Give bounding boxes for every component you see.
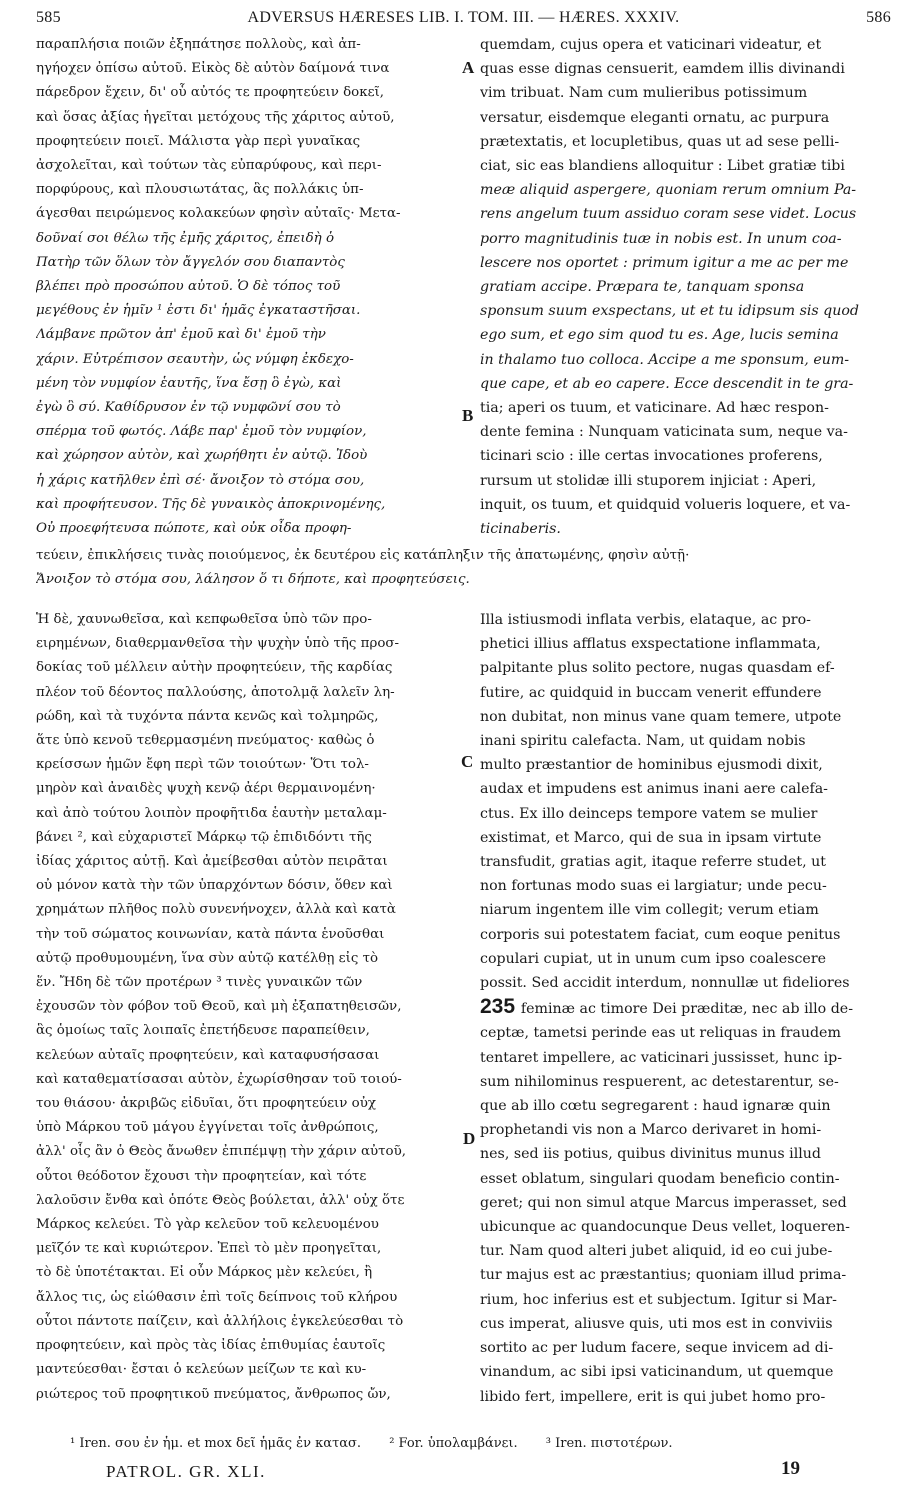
latin-text-line [480, 1142, 892, 1166]
greek-text-line [36, 1237, 466, 1261]
greek-text-line-text: ἃς ὁμοίως ταῖς λοιπαῖς ἐπετήδευσε παραπείθειν, [36, 1023, 370, 1039]
latin-text-line-text: palpitante plus solito pectore, nugas quasdam ef- [480, 660, 835, 677]
greek-text-line-text: ἐγὼ ὃ σύ. Καθίδρυσον ἐν τῷ νυμφῶνί σου τὸ [36, 400, 341, 416]
latin-text-line-text: ticinaberis. [480, 521, 561, 538]
greek-text-line-text: τὸ δὲ ὑποτέτακται. Εἰ οὖν Μάρκος μὲν κελεύει, ἢ [36, 1265, 373, 1281]
greek-text-line-text: ηγήοχεν ὀπίσω αὐτοῦ. Εἰκὸς δὲ αὐτὸν δαίμονά τινα [36, 61, 390, 77]
greek-text-line-text: αὐτῷ προθυμουμένη, ἵνα σὺν αὐτῷ κατέλθῃ εἰς τὸ [36, 950, 379, 966]
greek-text-line [36, 923, 466, 947]
greek-text-line [36, 130, 466, 154]
greek-text-line [36, 777, 466, 801]
greek-text-line-text: άγεσθαι πειρώμενος κολακεύων φησὶν αὐταῖς· Μετα- [36, 206, 401, 222]
latin-text-line-text: rursum ut stolidæ illi stuporem injiciat : Aperi, [480, 472, 817, 489]
latin-text-line [480, 705, 892, 729]
latin-text-line-text: audax et impudens est animus inani aere calefa- [480, 781, 828, 798]
greek-text-line-text: ειρημένων, διαθερμανθεῖσα τὴν ψυχὴν ὑπὸ τῆς προσ- [36, 636, 400, 652]
greek-text-line-text: ἀλλ' οἷς ἂν ὁ Θεὸς ἄνωθεν ἐπιπέμψῃ τὴν χάριν αὐτοῦ, [36, 1144, 407, 1160]
latin-text-line-text: ceptæ, tametsi perinde eas ut reliquas in fraudem [480, 1025, 841, 1042]
greek-text-line [36, 1116, 466, 1140]
latin-text-line-text: meæ aliquid aspergere, quoniam rerum omnium Pa- [480, 182, 857, 199]
greek-text-line-text: οὐ μόνον κατὰ τὴν τῶν ὑπαρχόντων δόσιν, ὅθεν καὶ [36, 878, 393, 894]
greek-text-line [36, 396, 466, 420]
latin-text-line [480, 1094, 892, 1118]
greek-text-line [36, 1286, 466, 1310]
latin-text-line [480, 372, 892, 396]
latin-text-line [480, 729, 892, 753]
greek-text-line-text: οὗτοι πάντοτε παίζειν, καὶ ἀλλήλοις ἐγκελεύεσθαι τὸ [36, 1313, 404, 1329]
latin-text-line [480, 227, 892, 251]
greek-text-line-text: μένη τὸν νυμφίον ἑαυτῆς, ἵνα ἔσῃ ὃ ἐγὼ, καὶ [36, 375, 342, 391]
latin-text-line-text: transfudit, gratias agit, itaque referre studet, ut [480, 854, 826, 871]
greek-text-line [36, 154, 466, 178]
greek-text-line-text: χρημάτων πλῆθος πολὺ συνενήνοχεν, ἀλλὰ καὶ κατὰ [36, 902, 396, 918]
greek-text-line-text: πάρεδρον ἔχειν, δι' οὗ αὐτός τε προφητεύειν δοκεῖ, [36, 85, 385, 101]
greek-text-line [36, 1334, 466, 1358]
latin-text-line [480, 57, 892, 81]
latin-text-line-text: rens angelum tuum assiduo coram sese videt. Locus [480, 206, 857, 223]
latin-text-line [480, 1167, 892, 1191]
latin-text-line-text: ciat, sic eas blandiens alloquitur : Libet gratiæ tibi [480, 158, 845, 175]
latin-text-line [480, 251, 892, 275]
latin-text-line-text: libido fert, impellere, erit is qui jubet homo pro- [480, 1388, 826, 1405]
greek-text-line [36, 826, 466, 850]
latin-text-line [480, 681, 892, 705]
greek-text-line [36, 469, 466, 493]
latin-text-line [480, 1288, 892, 1312]
latin-text-line-text: sum nihilominus respuerent, ac detestarentur, se- [480, 1073, 839, 1090]
latin-text-line [480, 1263, 892, 1287]
latin-text-line [480, 995, 892, 1021]
greek-text-line [36, 227, 466, 251]
greek-text-line-text: παραπλήσια ποιῶν ἐξηπάτησε πολλοὺς, καὶ ἀπ- [36, 37, 361, 52]
latin-text-line [480, 656, 892, 680]
latin-text-line-text: cus imperat, aliusve quis, uti mos est in conviviis [480, 1315, 833, 1332]
greek-text-line [36, 632, 466, 656]
greek-text-line [36, 656, 466, 680]
greek-text-line-text: ἄλλος τις, ὡς εἰώθασιν ἐπὶ τοῖς δείπνοις τοῦ κλήρου [36, 1289, 398, 1305]
latin-text-line [480, 923, 892, 947]
greek-text-line [36, 517, 466, 541]
latin-text-line [480, 1191, 892, 1215]
latin-text-line-text: ctus. Ex illo deinceps tempore vatem se mulier [480, 805, 818, 822]
greek-text-line-text: καὶ καταθεματίσασαι αὐτὸν, ἐχωρίσθησαν τοῦ τοιού- [36, 1071, 402, 1087]
latin-text-line-text: tia; aperi os tuum, et vaticinare. Ad hæc respon- [480, 400, 829, 417]
latin-text-line-text: possit. Sed accidit interdum, nonnullæ ut fideliores [480, 975, 850, 992]
greek-text-line-text: καὶ χώρησον αὐτὸν, καὶ χωρήθητι ἐν αὐτῷ. Ἰδοὺ [36, 448, 368, 464]
latin-text-line [480, 1070, 892, 1094]
latin-text-line [480, 1239, 892, 1263]
signature-mark: PATROL. GR. XLI. [106, 1462, 266, 1481]
latin-text-line [480, 874, 892, 898]
latin-text-line [480, 444, 892, 468]
latin-text-line [480, 275, 892, 299]
latin-text-line [480, 608, 892, 632]
latin-text-line-text: ego sum, et ego sim quod tu es. Age, lucis semina [480, 327, 839, 344]
latin-text-line [480, 1336, 892, 1360]
greek-text-line-text: καὶ προφήτευσον. Τῆς δὲ γυναικὸς ἀποκρινομένης, [36, 496, 386, 512]
greek-text-line-text: Ἡ δὲ, χαυνωθεῖσα, καὶ κεπφωθεῖσα ὑπὸ τῶν προ- [36, 612, 372, 627]
greek-text-line [36, 802, 466, 826]
latin-text-line-text: geret; qui non simul atque Marcus imperasset, sed [480, 1194, 847, 1211]
latin-text-line-text: sortito ac per ludum facere, seque invicem ad di- [480, 1340, 834, 1357]
greek-text-line [36, 681, 466, 705]
running-title: ADVERSUS HÆRESES LIB. I. TOM. III. — HÆRES. XXXIV. [247, 9, 680, 26]
latin-text-line [480, 1312, 892, 1336]
greek-text-line-text: ἐχουσῶν τὸν φόβον τοῦ Θεοῦ, καὶ μὴ ἐξαπατηθεισῶν, [36, 999, 402, 1015]
latin-text-line-text: esset oblatum, singulari quodam beneficio contin- [480, 1170, 840, 1187]
latin-text-line-text: lescere nos oportet : primum igitur a me ac per me [480, 254, 849, 271]
latin-text-line-text: ticinari scio : ille certas invocationes proferens, [480, 448, 823, 465]
greek-text-line [36, 874, 466, 898]
greek-text-line-text: κελεύων αὐταῖς προφητεύειν, καὶ καταφυσήσασαι [36, 1047, 380, 1063]
greek-text-line-text: δοῦναί σοι θέλω τῆς ἐμῆς χάριτος, ἐπειδὴ ὁ [36, 230, 335, 246]
greek-text-line [36, 729, 466, 753]
greek-text-line-text: του θιάσου· ἀκριβῶς εἰδυῖαι, ὅτι προφητεύειν οὐχ [36, 1096, 376, 1112]
greek-text-line-text: λαλοῦσιν ἔνθα καὶ ὁπότε Θεὸς βούλεται, ἀλλ' οὐχ ὅτε [36, 1192, 405, 1208]
greek-text-line-text: βλέπει πρὸ προσώπου αὐτοῦ. Ὁ δὲ τόπος τοῦ [36, 279, 341, 295]
greek-text-line [36, 106, 466, 130]
latin-text-line [480, 396, 892, 420]
latin-text-line [480, 154, 892, 178]
latin-text-line-text: quemdam, cujus opera et vaticinari videatur, et [480, 37, 822, 53]
latin-text-line [480, 106, 892, 130]
greek-column-lower [36, 608, 466, 1407]
greek-text-line [36, 372, 466, 396]
latin-text-line-text: porro magnitudinis tuæ in nobis est. In unum coa- [480, 230, 842, 247]
greek-text-line-text: καὶ ἀπὸ τούτου λοιπὸν προφῆτιδα ἑαυτὴν μεταλαμ- [36, 805, 387, 821]
greek-text-line [36, 1019, 466, 1043]
greek-text-line-text: μεγέθους ἐν ἡμῖν ¹ ἐστι δι' ἡμᾶς ἐγκαταστῆσαι. [36, 303, 361, 319]
latin-text-line [480, 420, 892, 444]
greek-text-line [36, 947, 466, 971]
latin-text-line-text: inani spiritu calefacta. Nam, ut quidam nobis [480, 733, 806, 750]
footnote-1: ¹ Iren. σου ἐν ἡμ. et mox δεῖ ἡμᾶς ἐν κατασ. [70, 1436, 362, 1451]
greek-text-line-text: ἰδίας χάριτος αὐτῇ. Καὶ ἀμείβεσθαι αὐτὸν πειρᾶται [36, 854, 388, 870]
latin-text-line [480, 33, 892, 57]
latin-text-line [480, 348, 892, 372]
margin-marker-d: D [463, 1129, 476, 1148]
latin-text-line-text: dente femina : Nunquam vaticinata sum, neque va- [480, 424, 848, 441]
greek-text-line-text: Μάρκος κελεύει. Τὸ γὰρ κελεῦον τοῦ κελευομένου [36, 1217, 379, 1233]
greek-text-line-text: τὴν τοῦ σώματος κοινωνίαν, κατὰ πάντα ἑνοῦσθαι [36, 926, 385, 942]
greek-text-line-text: ὑπὸ Μάρκου τοῦ μάγου ἐγγίνεται τοῖς ἀνθρώποις, [36, 1120, 379, 1136]
greek-text-line [36, 33, 466, 57]
greek-text-line-text: πλέον τοῦ δέοντος παλλούσης, ἀποτολμᾷ λαλεῖν λη- [36, 684, 395, 700]
greek-text-line-text: ἕν. Ἤδη δὲ τῶν προτέρων ³ τινὲς γυναικῶν τῶν [36, 975, 363, 991]
greek-text-line-text: πορφύρους, καὶ πλουσιωτάτας, ἃς πολλάκις ὑπ- [36, 182, 364, 198]
greek-text-line [36, 202, 466, 226]
greek-text-line [36, 1165, 466, 1189]
greek-text-line [36, 299, 466, 323]
greek-text-line [36, 420, 466, 444]
greek-text-line [36, 850, 466, 874]
latin-text-line-text: quas esse dignas censuerit, eamdem illis divinandi [480, 61, 845, 78]
latin-text-line [480, 1021, 892, 1045]
margin-marker-c: C [461, 752, 474, 771]
footnotes [70, 1436, 890, 1451]
greek-text-line-text: καὶ ὅσας ἀξίας ἡγεῖται μετόχους τῆς χάριτος αὐτοῦ, [36, 109, 395, 125]
latin-text-line-text: ubicunque ac quandocunque Deus vellet, loqueren- [480, 1219, 850, 1236]
greek-text-line-text: δοκίας τοῦ μέλλειν αὐτὴν προφητεύειν, τῆς καρδίας [36, 660, 393, 676]
greek-text-line [36, 753, 466, 777]
latin-text-line [480, 753, 892, 777]
greek-text-line-text: κρείσσων ἡμῶν ἔφη περὶ τῶν τοιούτων· Ὅτι τολ- [36, 757, 369, 773]
greek-text-line-text: σπέρμα τοῦ φωτός. Λάβε παρ' ἐμοῦ τὸν νυμφίον, [36, 424, 367, 440]
margin-marker-b: B [462, 406, 474, 425]
greek-text-line [36, 1383, 466, 1407]
greek-text-line [36, 81, 466, 105]
greek-text-line [36, 1189, 466, 1213]
greek-text-line-text: βάνει ², καὶ εὐχαριστεῖ Μάρκῳ τῷ ἐπιδιδόντι τῆς [36, 829, 372, 845]
greek-text-line [36, 995, 466, 1019]
latin-text-line [480, 777, 892, 801]
greek-text-line [36, 323, 466, 347]
latin-text-line [480, 1118, 892, 1142]
latin-text-line-text: vinandum, ac sibi ipsi vaticinandum, ut quemque [480, 1364, 834, 1381]
latin-text-line-text: Illa istiusmodi inflata verbis, elataque, ac pro- [480, 612, 811, 628]
latin-text-line-text: tentaret impellere, ac vaticinari jussisset, hunc ip- [480, 1049, 843, 1066]
latin-text-line-text: tur majus est ac præstantius; quoniam illud prima- [480, 1267, 847, 1284]
latin-text-line-text: sponsum suum exspectans, ut et tu idipsum sis quod [480, 303, 860, 320]
greek-text-line [36, 1358, 466, 1382]
greek-text-line-text: Οὐ προεφήτευσα πώποτε, καὶ οὐκ οἶδα προφη- [36, 521, 352, 537]
greek-text-line [36, 705, 466, 729]
greek-text-line-text: Πατὴρ τῶν ὅλων τὸν ἄγγελόν σου διαπαντὸς [36, 254, 345, 270]
latin-column-upper [480, 33, 892, 541]
latin-text-line [480, 81, 892, 105]
latin-text-line-text: multo præstantior de hominibus ejusmodi dixit, [480, 757, 823, 774]
margin-marker-a: A [462, 58, 475, 77]
greek-text-line [36, 1213, 466, 1237]
latin-text-line-text: corporis sui potestatem faciat, cum eoque penitus [480, 926, 841, 943]
latin-text-line [480, 178, 892, 202]
greek-text-line [36, 493, 466, 517]
greek-text-line [36, 898, 466, 922]
greek-text-line [36, 608, 466, 632]
latin-text-line [480, 947, 892, 971]
footnote-3: ³ Iren. πιστοτέρων. [545, 1436, 673, 1451]
greek-text-line-text: Λάμβανε πρῶτον ἀπ' ἐμοῦ καὶ δι' ἐμοῦ τὴν [36, 327, 326, 343]
greek-text-line-text: ἅτε ὑπὸ κενοῦ τεθερμασμένη πνεύματος· καθὼς ὁ [36, 733, 375, 749]
greek-text-line-text: οὗτοι θεόδοτον ἔχουσι τὴν προφητείαν, καὶ τότε [36, 1168, 367, 1184]
latin-text-line [480, 1360, 892, 1384]
latin-text-line [480, 802, 892, 826]
spanning-line-2: Ἄνοιξον τὸ στόμα σου, λάλησον ὅ τι δήποτε, καὶ προφητεύσεις. [36, 572, 470, 587]
latin-text-line [480, 517, 892, 541]
greek-text-line [36, 1261, 466, 1285]
greek-text-line [36, 1092, 466, 1116]
latin-text-line [480, 493, 892, 517]
latin-text-line [480, 130, 892, 154]
latin-text-line-text: feminæ ac timore Dei præditæ, nec ab illo de- [520, 1001, 853, 1018]
latin-text-line [480, 202, 892, 226]
greek-text-line-text: ἡ χάρις κατῆλθεν ἐπὶ σέ· ἄνοιξον τὸ στόμα σου, [36, 472, 365, 488]
latin-text-line-text: rium, hoc inferius est et subjectum. Igitur si Mar- [480, 1291, 837, 1308]
latin-text-line-text: vim tribuat. Nam cum mulieribus potissimum [480, 85, 808, 102]
greek-text-line [36, 178, 466, 202]
greek-text-line-text: προφητεύειν ποιεῖ. Μάλιστα γὰρ περὶ γυναῖκας [36, 133, 361, 149]
greek-text-line-text: χάριν. Εὐτρέπισον σεαυτὴν, ὡς νύμφη ἐκδεχο- [36, 351, 354, 367]
latin-text-line [480, 469, 892, 493]
greek-text-line-text: ριώτερος τοῦ προφητικοῦ πνεύματος, ἄνθρωπος ὤν, [36, 1386, 391, 1402]
greek-text-line [36, 57, 466, 81]
latin-text-line [480, 1046, 892, 1070]
greek-column-upper [36, 33, 466, 541]
latin-text-line-text: que cape, et ab eo capere. Ecce descendit in te gra- [480, 375, 854, 392]
latin-text-line-text: in thalamo tuo colloca. Accipe a me sponsum, eum- [480, 351, 850, 368]
latin-text-line-text: tur. Nam quod alteri jubet aliquid, id eo cui jube- [480, 1243, 833, 1260]
greek-text-line-text: μεῖζόν τε καὶ κυριώτερον. Ἐπεὶ τὸ μὲν προηγεῖται, [36, 1241, 382, 1257]
greek-text-line [36, 275, 466, 299]
greek-text-line [36, 1140, 466, 1164]
greek-text-line-text: μαντεύεσθαι· ἔσται ὁ κελεύων μείζων τε καὶ κυ- [36, 1362, 367, 1378]
latin-text-line-text: nes, sed iis potius, quibus divinitus munus illud [480, 1146, 821, 1163]
latin-text-line-text: prophetandi vis non a Marco derivaret in homi- [480, 1122, 822, 1139]
latin-text-line [480, 1215, 892, 1239]
latin-text-line [480, 898, 892, 922]
latin-text-line [480, 323, 892, 347]
greek-text-line [36, 1068, 466, 1092]
greek-text-line [36, 251, 466, 275]
latin-text-line-text: futire, ac quidquid in buccam venerit effundere [480, 684, 822, 701]
latin-text-line-text: gratiam accipe. Præpara te, tanquam sponsa [480, 279, 805, 296]
latin-text-line [480, 850, 892, 874]
greek-text-line-text: μηρὸν καὶ ἀναιδὲς ψυχὴ κενῷ ἀέρι θερμαινομένη· [36, 781, 376, 797]
greek-text-line [36, 444, 466, 468]
greek-text-line [36, 971, 466, 995]
greek-text-line [36, 348, 466, 372]
greek-text-line [36, 1044, 466, 1068]
page-number-left: 585 [36, 9, 61, 26]
latin-text-line-text: versatur, eisdemque eleganti ornatu, ac purpura [480, 109, 830, 126]
latin-column-lower [480, 608, 892, 1409]
greek-text-line [36, 1310, 466, 1334]
page-number-right: 586 [866, 9, 891, 26]
footnote-2: ² For. ὑπολαμβάνει. [389, 1436, 518, 1451]
latin-text-line [480, 632, 892, 656]
latin-text-line-text: inquit, os tuum, et quidquid volueris loquere, et va- [480, 496, 851, 513]
gathering-number: 19 [781, 1458, 800, 1479]
column-number: 235 [480, 995, 521, 1019]
spanning-line-1: τεύειν, ἐπικλήσεις τινὰς ποιούμενος, ἐκ δευτέρου εἰς κατάπληξιν τῆς ἀπατωμένης, φησὶν αὐτῇ· [36, 548, 690, 563]
latin-text-line-text: prætextatis, et locupletibus, quas ut ad sese pelli- [480, 133, 840, 150]
latin-text-line-text: existimat, et Marco, qui de sua in ipsam virtute [480, 829, 822, 846]
latin-text-line-text: copulari cupiat, ut in unum cum ipso coalescere [480, 950, 827, 967]
latin-text-line-text: niarum ingentem ille vim collegit; verum etiam [480, 902, 819, 919]
latin-text-line-text: phetici illius afflatus exspectatione inflammata, [480, 636, 821, 653]
latin-text-line [480, 971, 892, 995]
latin-text-line [480, 826, 892, 850]
running-header [36, 7, 891, 31]
latin-text-line-text: que ab illo cœtu segregarent : haud ignaræ quin [480, 1098, 831, 1115]
latin-text-line [480, 1385, 892, 1409]
latin-text-line-text: non fortunas modo suas ei largiatur; unde pecu- [480, 878, 827, 895]
greek-text-line-text: προφητεύειν, καὶ πρὸς τὰς ἰδίας ἐπιθυμίας ἑαυτοῖς [36, 1338, 386, 1354]
greek-text-line-text: ἀσχολεῖται, καὶ τούτων τὰς εὐπαρύφους, καὶ περι- [36, 158, 382, 174]
greek-text-line-text: ρώδη, καὶ τὰ τυχόντα πάντα κενῶς καὶ τολμηρῶς, [36, 708, 379, 724]
latin-text-line-text: non dubitat, non minus vane quam temere, utpote [480, 708, 842, 725]
latin-text-line [480, 299, 892, 323]
